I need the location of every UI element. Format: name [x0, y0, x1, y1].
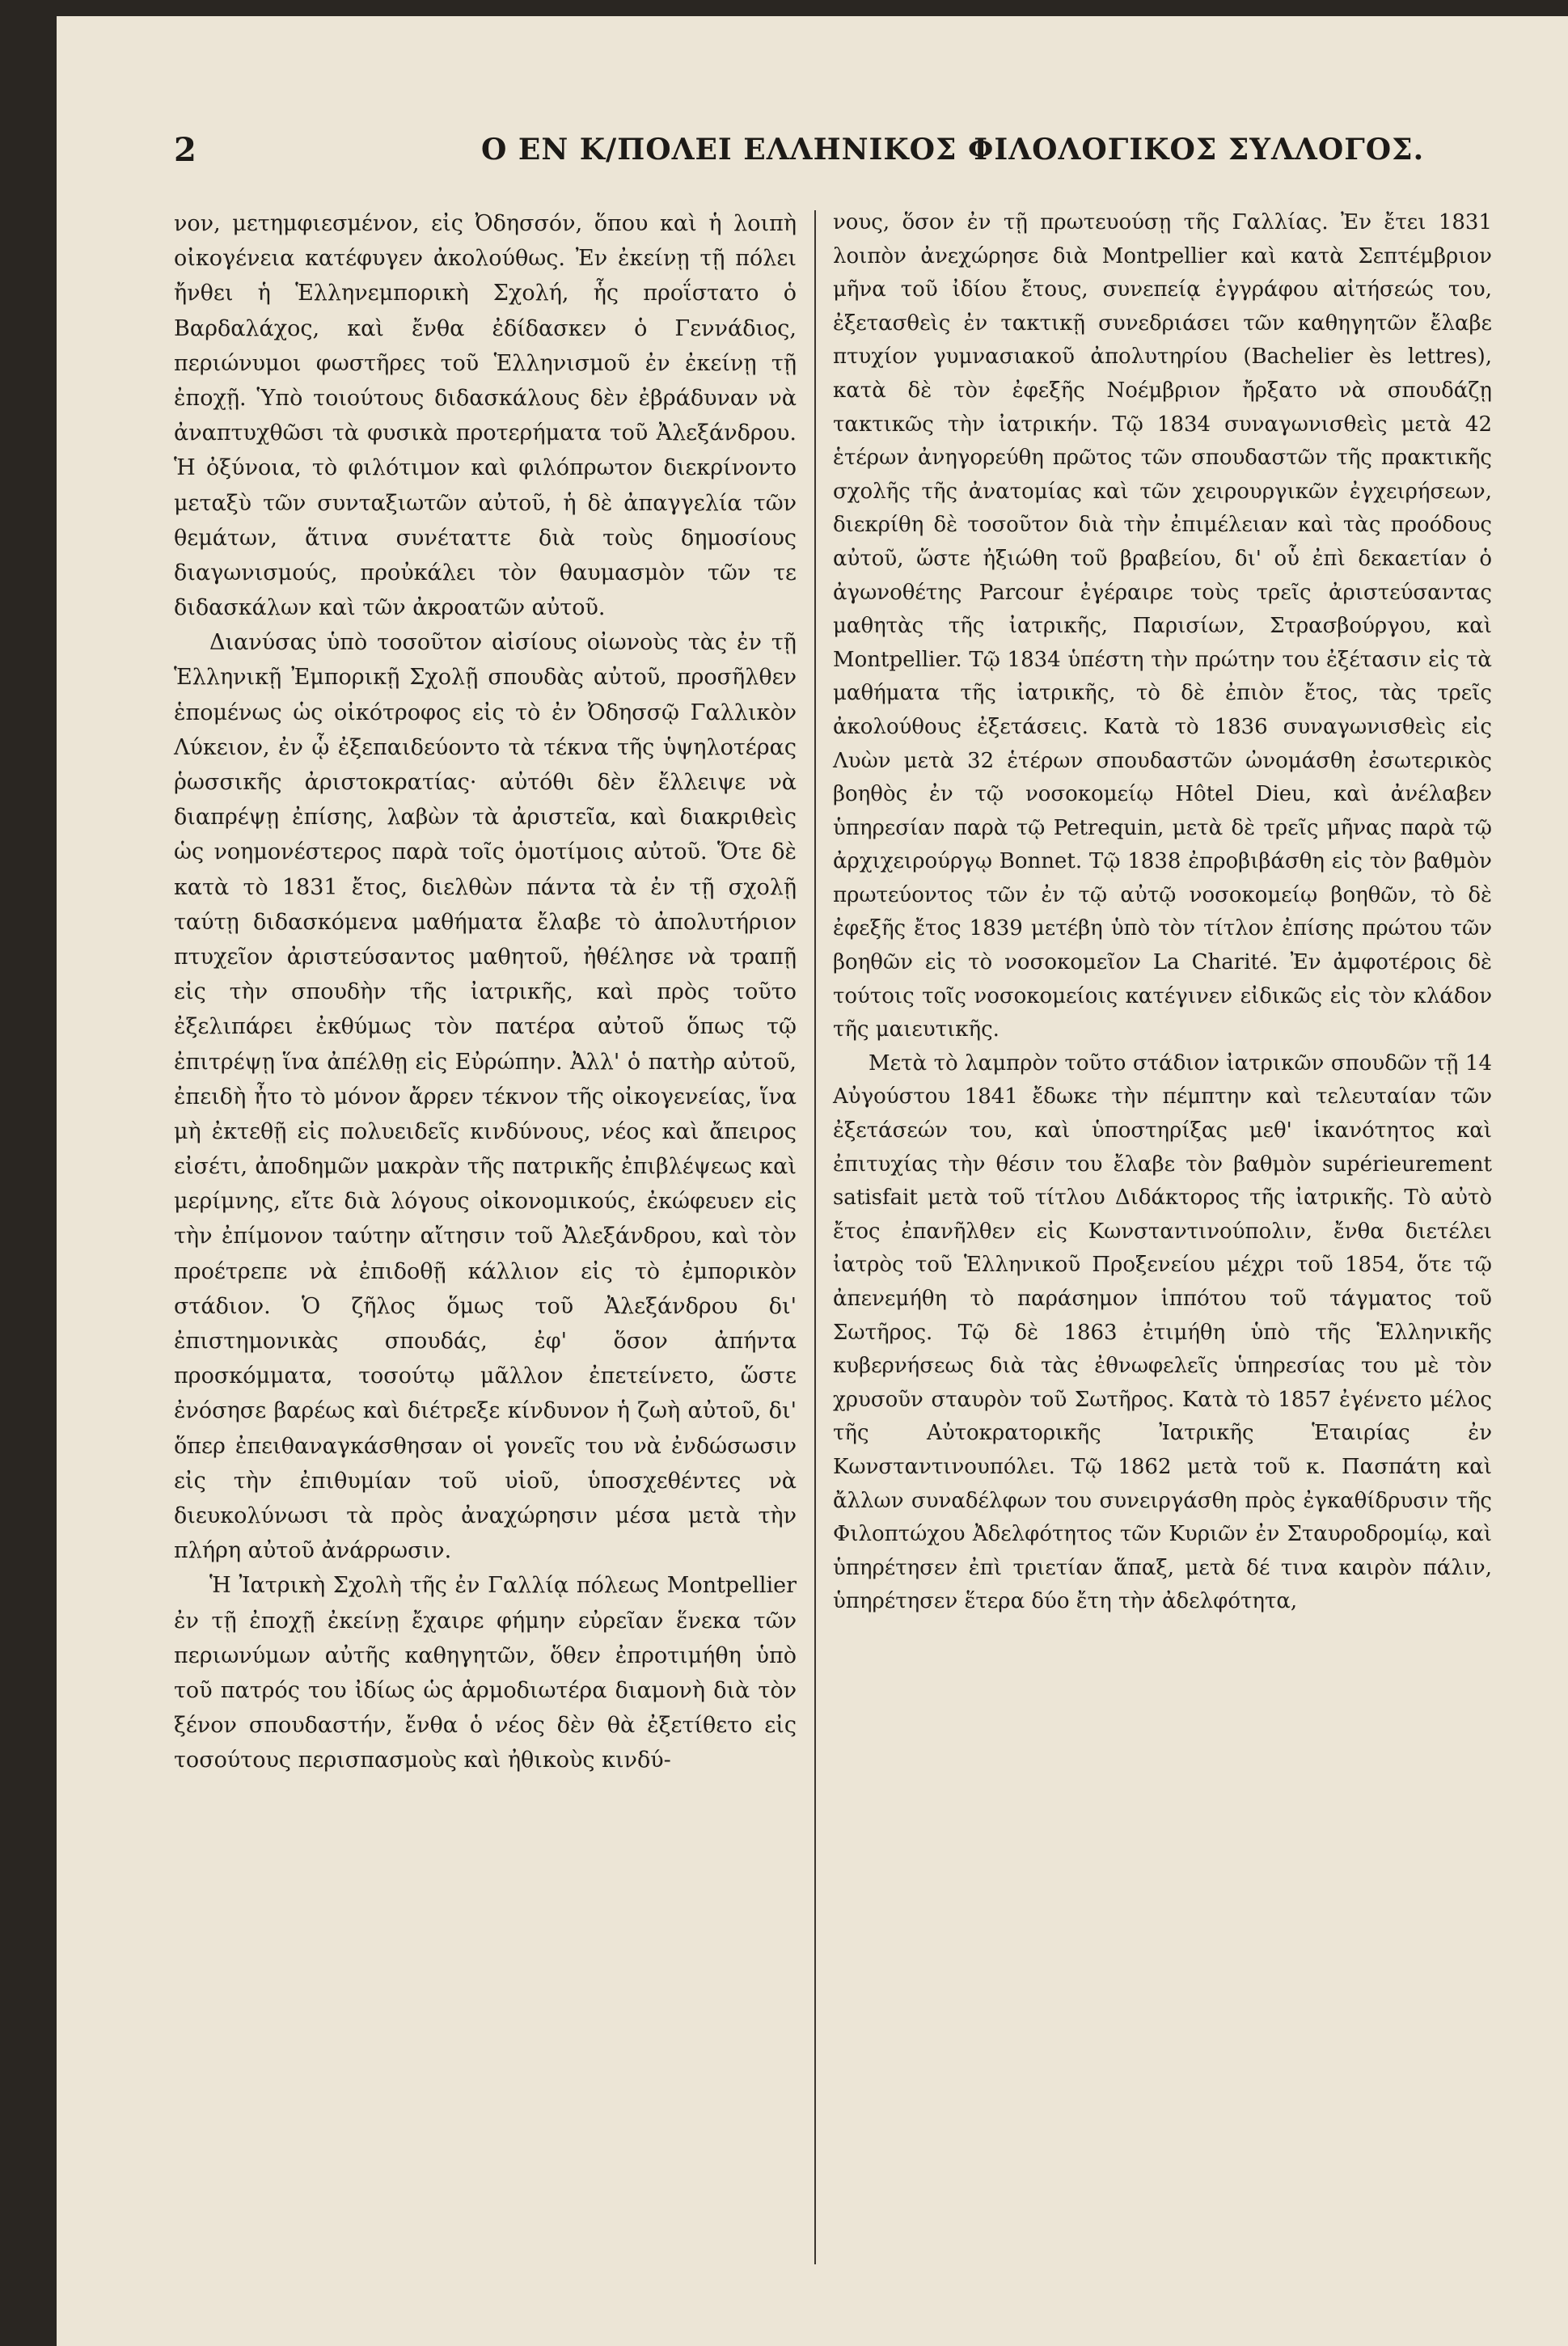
- right-paragraph-2: Μετὰ τὸ λαμπρὸν τοῦτο στάδιον ἰατρικῶν σπουδῶν τῇ 14 Αὐγούστου 1841 ἔδωκε τὴν πέμπτην καὶ τελευταίαν τῶν ἐξετάσεών του, καὶ ὑποστηρίξας μεθ' ἱκανότητος καὶ ἐπιτυχίας τὴν θέσιν του ἔλαβε τὸν βαθμὸν supérieurement satisfait μετὰ τοῦ τίτλου Διδάκτορος τῆς ἰατρικῆς. Τὸ αὐτὸ ἔτος ἐπανῆλθεν εἰς Κωνσταντινούπολιν, ἔνθα διετέλει ἰατρὸς τοῦ Ἑλληνικοῦ Προξενείου μέχρι τοῦ 1854, ὅτε τῷ ἀπενεμήθη τὸ παράσημον ἱππότου τοῦ τάγματος τοῦ Σωτῆρος. Τῷ δὲ 1863 ἐτιμήθη ὑπὸ τῆς Ἑλληνικῆς κυβερνήσεως διὰ τὰς ἐθνωφελεῖς ὑπηρεσίας του μὲ τὸν χρυσοῦν σταυρὸν τοῦ Σωτῆρος. Κατὰ τὸ 1857 ἐγένετο μέλος τῆς Αὐτοκρατορικῆς Ἰατρικῆς Ἑταιρίας ἐν Κωνσταντινουπόλει. Τῷ 1862 μετὰ τοῦ κ. Πασπάτη καὶ ἄλλων συναδέλφων του συνειργάσθη πρὸς ἐγκαθίδρυσιν τῆς Φιλοπτώχου Ἀδελφότητος τῶν Κυριῶν ἐν Σταυροδρομίῳ, καὶ ὑπηρέτησεν ἐπὶ τριετίαν ἅπαξ, μετὰ δέ τινα καιρὸν πάλιν, ὑπηρέτησεν ἕτερα δύο ἔτη τὴν ἀδελφότητα,: [833, 1050, 1492, 1614]
- left-paragraph-2: Διανύσας ὑπὸ τοσοῦτον αἰσίους οἰωνοὺς τὰς ἐν τῇ Ἑλληνικῇ Ἐμπορικῇ Σχολῇ σπουδὰς αὐτοῦ, προσῆλθεν ἑπομένως ὡς οἰκότροφος εἰς τὸ ἐν Ὀδησσῷ Γαλλικὸν Λύκειον, ἐν ᾧ ἐξεπαιδεύοντο τὰ τέκνα τῆς ὑψηλοτέρας ῥωσσικῆς ἀριστοκρατίας· αὐτόθι δὲν ἔλλειψε νὰ διαπρέψῃ ἐπίσης, λαβὼν τὰ ἀριστεῖα, καὶ διακριθεὶς ὡς νοημονέστερος παρὰ τοῖς ὁμοτίμοις αὐτοῦ. Ὅτε δὲ κατὰ τὸ 1831 ἔτος, διελθὼν πάντα τὰ ἐν τῇ σχολῇ ταύτῃ διδασκόμενα μαθήματα ἔλαβε τὸ ἀπολυτήριον πτυχεῖον ἀριστεύσαντος μαθητοῦ, ἠθέλησε νὰ τραπῇ εἰς τὴν σπουδὴν τῆς ἰατρικῆς, καὶ πρὸς τοῦτο ἐξελιπάρει ἐκθύμως τὸν πατέρα αὐτοῦ ὅπως τῷ ἐπιτρέψῃ ἵνα ἀπέλθῃ εἰς Εὐρώπην. Ἀλλ' ὁ πατὴρ αὐτοῦ, ἐπειδὴ ἦτο τὸ μόνον ἄρρεν τέκνον τῆς οἰκογενείας, ἵνα μὴ ἐκτεθῇ εἰς πολυειδεῖς κινδύνους, νέος καὶ ἄπειρος εἰσέτι, ἀποδημῶν μακρὰν τῆς πατρικῆς ἐπιβλέψεως καὶ μερίμνης, εἴτε διὰ λόγους οἰκονομικούς, ἐκώφευεν εἰς τὴν ἐπίμονον ταύτην αἴτησιν τοῦ Ἀλεξάνδρου, καὶ τὸν προέτρεπε νὰ ἐπιδοθῇ κάλλιον εἰς τὸ ἐμπορικὸν στάδιον. Ὁ ζῆλος ὅμως τοῦ Ἀλεξάνδρου δι' ἐπιστημονικὰς σπουδάς, ἐφ' ὅσον ἀπήντα προσκόμματα, τοσούτῳ μᾶλλον ἐπετείνετο, ὥστε ἐνόσησε βαρέως καὶ διέτρεξε κίνδυνον ἡ ζωὴ αὐτοῦ, δι' ὅπερ ἐπειθαναγκάσθησαν οἱ γονεῖς του νὰ ἐνδώσωσιν εἰς τὴν ἐπιθυμίαν τοῦ υἱοῦ, ὑποσχεθέντες νὰ διευκολύνωσι τὰ πρὸς ἀναχώρησιν μέσα μετὰ τὴν πλήρη αὐτοῦ ἀνάρρωσιν.: [174, 630, 797, 1564]
- running-title: Ο ΕΝ Κ/ΠΟΛΕΙ ΕΛΛΗΝΙΚΟΣ ΦΙΛΟΛΟΓΙΚΟΣ ΣΥΛΛΟΓΟΣ.: [481, 133, 1425, 167]
- book-page: [57, 16, 1568, 2346]
- left-paragraph-1: νον, μετημφιεσμένον, εἰς Ὀδησσόν, ὅπου καὶ ἡ λοιπὴ οἰκογένεια κατέφυγεν ἀκολούθως. Ἐν ἐκείνῃ τῇ πόλει ἤνθει ἡ Ἑλληνεμπορικὴ Σχολή, ἧς προΐστατο ὁ Βαρδαλάχος, καὶ ἔνθα ἐδίδασκεν ὁ Γεννάδιος, περιώνυμοι φωστῆρες τοῦ Ἑλληνισμοῦ ἐν ἐκείνῃ τῇ ἐποχῇ. Ὑπὸ τοιούτους διδασκάλους δὲν ἐβράδυναν νὰ ἀναπτυχθῶσι τὰ φυσικὰ προτερήματα τοῦ Ἀλεξάνδρου. Ἡ ὀξύνοια, τὸ φιλότιμον καὶ φιλόπρωτον διεκρίνοντο μεταξὺ τῶν συνταξιωτῶν αὐτοῦ, ἡ δὲ ἀπαγγελία τῶν θεμάτων, ἅτινα συνέταττε διὰ τοὺς δημοσίους διαγωνισμούς, προὐκάλει τὸν θαυμασμὸν τῶν τε διδασκάλων καὶ τῶν ἀκροατῶν αὐτοῦ.: [174, 211, 797, 621]
- right-paragraph-1: νους, ὅσον ἐν τῇ πρωτευούσῃ τῆς Γαλλίας. Ἐν ἔτει 1831 λοιπὸν ἀνεχώρησε διὰ Montpellier καὶ κατὰ Σεπτέμβριον μῆνα τοῦ ἰδίου ἔτους, συνεπείᾳ ἐγγράφου αἰτήσεώς του, ἐξετασθεὶς ἐν τακτικῇ συνεδριάσει τῶν καθηγητῶν ἔλαβε πτυχίον γυμνασιακοῦ ἀπολυτηρίου (Bachelier ès lettres), κατὰ δὲ τὸν ἐφεξῆς Νοέμβριον ἤρξατο νὰ σπουδάζῃ τακτικῶς τὴν ἰατρικήν. Τῷ 1834 συναγωνισθεὶς μετὰ 42 ἑτέρων ἀνηγορεύθη πρῶτος τῶν σπουδαστῶν τῆς πρακτικῆς σχολῆς τῆς ἀνατομίας καὶ τῶν χειρουργικῶν ἐγχειρήσεων, διεκρίθη δὲ τοσοῦτον διὰ τὴν ἐπιμέλειαν καὶ τὰς προόδους αὐτοῦ, ὥστε ἠξιώθη τοῦ βραβείου, δι' οὗ ἐπὶ δεκαετίαν ὁ ἀγωνοθέτης Parcour ἐγέραιρε τοὺς τρεῖς ἀριστεύσαντας μαθητὰς τῆς ἰατρικῆς, Παρισίων, Στρασβούργου, καὶ Montpellier. Τῷ 1834 ὑπέστη τὴν πρώτην του ἐξέτασιν εἰς τὰ μαθήματα τῆς ἰατρικῆς, τὸ δὲ ἐπιὸν ἔτος, τὰς τρεῖς ἀκολούθους ἐξετάσεις. Κατὰ τὸ 1836 συναγωνισθεὶς εἰς Λυὼν μετὰ 32 ἑτέρων σπουδαστῶν ὠνομάσθη ἐσωτερικὸς βοηθὸς ἐν τῷ νοσοκομείῳ Hôtel Dieu, καὶ ἀνέλαβεν ὑπηρεσίαν παρὰ τῷ Petrequin, μετὰ δὲ τρεῖς μῆνας παρὰ τῷ ἀρχιχειρούργῳ Bonnet. Τῷ 1838 ἐπροβιβάσθη εἰς τὸν βαθμὸν πρωτεύοντος τῶν ἐν τῷ αὐτῷ νοσοκομείῳ βοηθῶν, τὸ δὲ ἐφεξῆς ἔτος 1839 μετέβη ὑπὸ τὸν τίτλον ἐπίσης πρώτου τῶν βοηθῶν εἰς τὸ νοσοκομεῖον La Charité. Ἐν ἀμφοτέροις δὲ τούτοις τοῖς νοσοκομείοις κατέγινεν εἰδικῶς εἰς τὸν κλάδον τῆς μαιευτικῆς.: [833, 210, 1492, 1042]
- column-divider: [814, 210, 816, 2264]
- left-paragraph-3: Ἡ Ἰατρικὴ Σχολὴ τῆς ἐν Γαλλίᾳ πόλεως Montpellier ἐν τῇ ἐποχῇ ἐκείνῃ ἔχαιρε φήμην εὐρεῖαν ἕνεκα τῶν περιωνύμων αὐτῆς καθηγητῶν, ὅθεν ἐπροτιμήθη ὑπὸ τοῦ πατρός του ἰδίως ὡς ἁρμοδιωτέρα διαμονὴ διὰ τὸν ξένον σπουδαστήν, ἔνθα ὁ νέος δὲν θὰ ἐξετίθετο εἰς τοσούτους περισπασμοὺς καὶ ἠθικοὺς κινδύ-: [174, 1573, 797, 1773]
- right-column: [833, 206, 1492, 2260]
- page-header: [174, 121, 1425, 186]
- page-number: 2: [174, 131, 197, 169]
- left-column: [174, 206, 797, 2260]
